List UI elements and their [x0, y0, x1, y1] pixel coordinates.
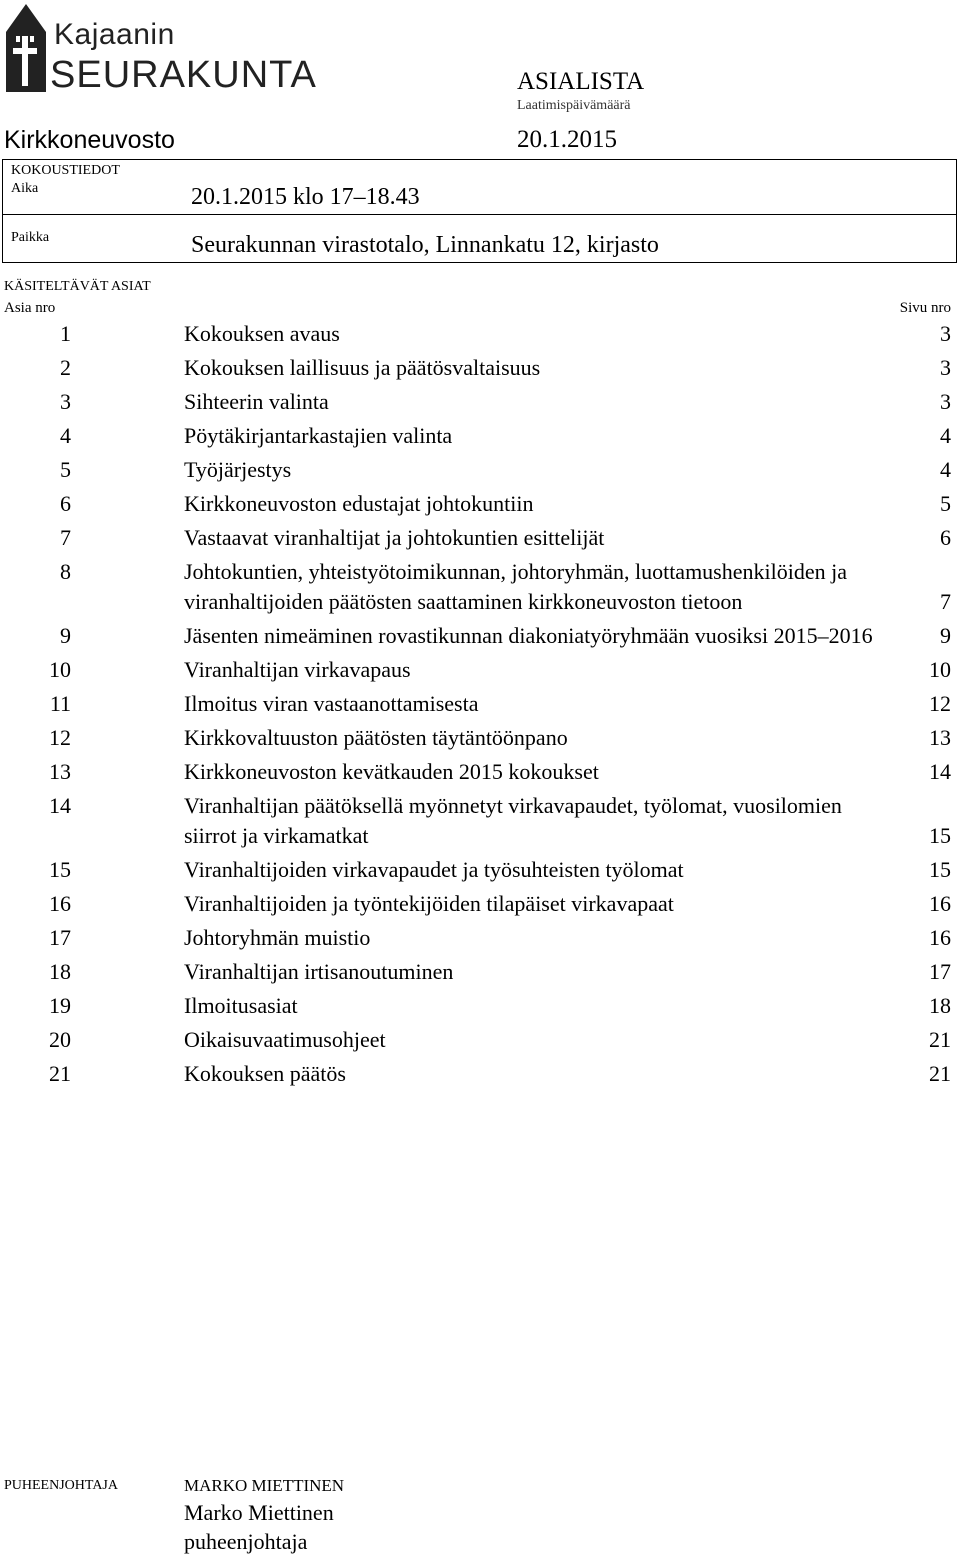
agenda-item	[0, 853, 960, 887]
chair-name-caps: MARKO MIETTINEN	[184, 1476, 345, 1495]
agenda-item-number: 5	[60, 457, 71, 482]
agenda-item	[0, 351, 960, 385]
agenda-item-page: 9	[940, 623, 951, 648]
place-value: Seurakunnan virastotalo, Linnankatu 12, kirjasto	[191, 232, 659, 258]
page-number-column-header: Sivu nro	[899, 300, 951, 316]
agenda-item-number: 1	[60, 321, 71, 346]
agenda-item	[0, 653, 960, 687]
agenda-item-number: 2	[60, 355, 71, 380]
item-number-column-header: Asia nro	[4, 300, 56, 316]
agenda-item-number: 10	[49, 657, 71, 682]
agenda-item-number: 21	[49, 1061, 71, 1086]
logo-line-1: Kajaanin	[54, 18, 175, 51]
agenda-item-page: 14	[929, 759, 951, 784]
agenda-item-page: 13	[929, 725, 951, 750]
agenda-item	[0, 955, 960, 989]
agenda-item	[0, 619, 960, 653]
agenda-item-number: 11	[49, 691, 71, 716]
agenda-item-page: 16	[929, 925, 951, 950]
agenda-item-title: Kirkkoneuvoston kevätkauden 2015 kokoukset	[184, 759, 599, 784]
agenda-item-page: 3	[940, 321, 951, 346]
agenda-item-number: 7	[60, 525, 71, 550]
agenda-item-number: 16	[49, 891, 71, 916]
agenda-item-page: 4	[940, 457, 951, 482]
document-date: 20.1.2015	[517, 126, 617, 153]
parish-logo	[2, 2, 322, 102]
agenda-item-title: Kokouksen avaus	[184, 321, 340, 346]
agenda-item	[0, 487, 960, 521]
agenda-item	[0, 453, 960, 487]
agenda-item-title: Sihteerin valinta	[184, 389, 329, 414]
agenda-item-page: 5	[940, 491, 951, 516]
agenda-item	[0, 1057, 960, 1091]
agenda-item-title: Oikaisuvaatimusohjeet	[184, 1027, 386, 1052]
agenda-item-page: 3	[940, 355, 951, 380]
agenda-item-title: Kirkkovaltuuston päätösten täytäntöönpano	[184, 725, 568, 750]
agenda-item-number: 6	[60, 491, 71, 516]
agenda-item-number: 4	[60, 423, 71, 448]
meeting-section-label: KOKOUSTIEDOT	[11, 163, 120, 178]
agenda-item-number: 13	[49, 759, 71, 784]
chair-role: puheenjohtaja	[184, 1529, 308, 1554]
agenda-item-title: Johtokuntien, yhteistyötoimikunnan, johtoryhmän, luottamushenkilöiden ja viranhaltijoiden päätösten saattaminen kirkkoneuvoston tietoon	[184, 559, 847, 614]
date-label: Laatimispäivämäärä	[517, 98, 631, 113]
agenda-item-title: Kirkkoneuvoston edustajat johtokuntiin	[184, 491, 534, 516]
time-label: Aika	[11, 181, 39, 196]
agenda-item-title: Työjärjestys	[184, 457, 292, 482]
agenda-item	[0, 555, 960, 619]
agenda-item-number: 15	[49, 857, 71, 882]
agenda-item-number: 12	[49, 725, 71, 750]
agenda-item-title: Kokouksen päätös	[184, 1061, 346, 1086]
agenda-item	[0, 687, 960, 721]
box-divider	[3, 214, 956, 215]
agenda-item-page: 6	[940, 525, 951, 550]
agenda-item-page: 18	[929, 993, 951, 1018]
agenda-item-page: 3	[940, 389, 951, 414]
agenda-item-number: 8	[60, 559, 71, 584]
meeting-info-box	[2, 159, 957, 263]
agenda-item-number: 18	[49, 959, 71, 984]
agenda-item-title: Vastaavat viranhaltijat ja johtokuntien esittelijät	[184, 525, 605, 550]
agenda-item-page: 21	[929, 1061, 951, 1086]
agenda-item-title: Viranhaltijan irtisanoutuminen	[184, 959, 454, 984]
body-name: Kirkkoneuvosto	[4, 126, 175, 154]
agenda-item-title: Viranhaltijan virkavapaus	[184, 657, 411, 682]
agenda-item-title: Viranhaltijoiden ja työntekijöiden tilapäiset virkavapaat	[184, 891, 674, 916]
agenda-item	[0, 385, 960, 419]
logo-line-2: SEURAKUNTA	[50, 54, 317, 96]
agenda-item-title: Kokouksen laillisuus ja päätösvaltaisuus	[184, 355, 541, 380]
chair-role-label: PUHEENJOHTAJA	[4, 1478, 118, 1493]
agenda-item-page: 4	[940, 423, 951, 448]
chair-name: Marko Miettinen	[184, 1500, 334, 1525]
agenda-list	[0, 317, 960, 1091]
agenda-item-number: 20	[49, 1027, 71, 1052]
agenda-item-number: 14	[49, 793, 71, 818]
agenda-item-title: Pöytäkirjantarkastajien valinta	[184, 423, 453, 448]
agenda-item-title: Viranhaltijan päätöksellä myönnetyt virkavapaudet, työlomat, vuosilomien siirrot ja virkamatkat	[184, 793, 842, 848]
agenda-item-page: 10	[929, 657, 951, 682]
agenda-item-page: 7	[940, 589, 951, 614]
agenda-item-title: Johtoryhmän muistio	[184, 925, 371, 950]
document-type: ASIALISTA	[517, 68, 645, 95]
agenda-item-title: Ilmoitus viran vastaanottamisesta	[184, 691, 479, 716]
agenda-item	[0, 789, 960, 853]
agenda-item-number: 9	[60, 623, 71, 648]
agenda-item-page: 16	[929, 891, 951, 916]
agenda-item	[0, 755, 960, 789]
agenda-item-number: 19	[49, 993, 71, 1018]
place-label: Paikka	[11, 230, 50, 245]
agenda-item-page: 21	[929, 1027, 951, 1052]
agenda-item	[0, 317, 960, 351]
agenda-item	[0, 1023, 960, 1057]
agenda-item-title: Ilmoitusasiat	[184, 993, 298, 1018]
agenda-item	[0, 721, 960, 755]
agenda-item-page: 17	[929, 959, 951, 984]
agenda-item-number: 3	[60, 389, 71, 414]
agenda-item-number: 17	[49, 925, 71, 950]
agenda-item	[0, 521, 960, 555]
agenda-item-page: 15	[929, 823, 951, 848]
agenda-item	[0, 989, 960, 1023]
agenda-item-title: Viranhaltijoiden virkavapaudet ja työsuhteisten työlomat	[184, 857, 684, 882]
agenda-item	[0, 921, 960, 955]
agenda-item	[0, 887, 960, 921]
agenda-section-label: KÄSITELTÄVÄT ASIAT	[4, 279, 151, 294]
agenda-item-title: Jäsenten nimeäminen rovastikunnan diakoniatyöryhmään vuosiksi 2015–2016	[184, 623, 873, 648]
church-cross-icon	[2, 2, 50, 94]
agenda-item-page: 12	[929, 691, 951, 716]
agenda-item-page: 15	[929, 857, 951, 882]
agenda-item	[0, 419, 960, 453]
time-value: 20.1.2015 klo 17–18.43	[191, 184, 420, 210]
